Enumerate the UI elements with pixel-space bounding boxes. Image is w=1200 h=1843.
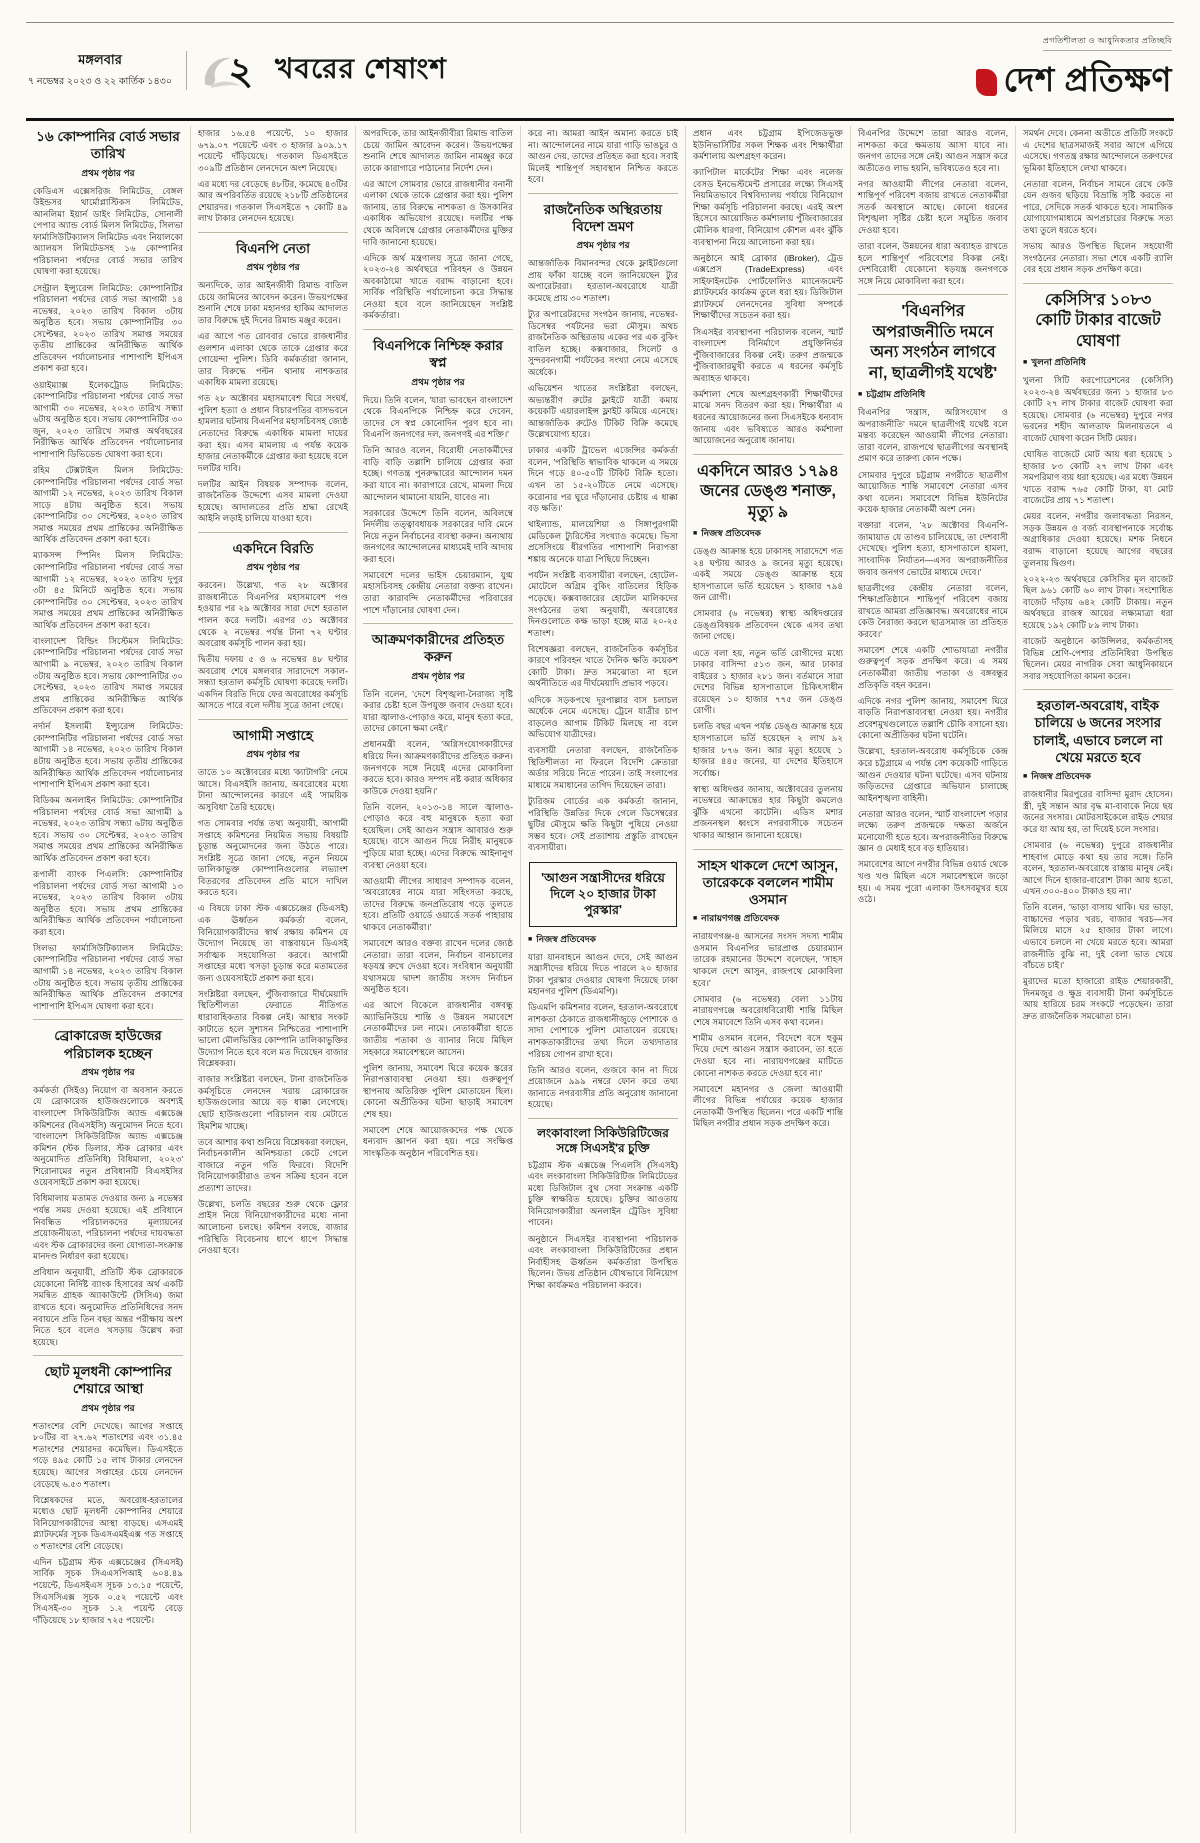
article-paragraph: সোমবার (৬ নভেম্বর) বেলা ১১টায় নারায়ণগঞ্জে অবরোধবিরোধী শান্তি মিছিল শেষে সমাবেশে তিনি এসব কথা বলেন। — [693, 993, 843, 1027]
article-paragraph: তারা বলেন, উন্নয়নের ধারা অব্যাহত রাখতে হলে শান্তিপূর্ণ পরিবেশের বিকল্প নেই। দেশবিরোধী যেকোনো ষড়যন্ত্র জনগণকে সঙ্গে নিয়ে মোকাবিলা করা হবে। — [858, 241, 1008, 286]
article-paragraph: সোমবার (৬ নভেম্বর) স্বাস্থ্য অধিদপ্তরের ডেঙ্গুবিষয়ক প্রতিবেদন থেকে এসব তথ্য জানা গেছে। — [693, 608, 843, 642]
weekday: মঙ্গলবার — [78, 51, 122, 67]
article-paragraph: মুরাদের মতো হাজারো রাইড শেয়ারকারী, দিনমজুর ও ক্ষুদ্র ব্যবসায়ী টানা কর্মসূচিতে আয় হারিয়ে চরম সংকটে পড়েছেন। তারা দ্রুত রাজনৈতিক সমঝোতা চান। — [1023, 976, 1173, 1021]
article-paragraph: আন্তর্জাতিক বিমানবন্দর থেকে ফ্লাইটগুলো প্রায় ফাঁকা যাচ্ছে বলে জানিয়েছেন ট্যুর অপারেটররা। হরতাল-অবরোধে যাত্রী কমেছে প্রায় ৩০ শতাংশ। — [528, 258, 678, 304]
article-paragraph: ডেঙ্গু আক্রান্ত হয়ে ঢাকাসহ সারাদেশে গত ২৪ ঘণ্টায় আরও ৯ জনের মৃত্যু হয়েছে। একই সময়ে ডেঙ্গু আক্রান্ত হয়ে হাসপাতালে ভর্তি হয়েছেন ১ হাজার ৭৯৪ জন রোগী। — [693, 546, 843, 603]
continued-from-front-label: প্রথম পৃষ্ঠার পর — [81, 1066, 135, 1077]
article-paragraph: ক্যাপিটাল মার্কেটের শিক্ষা এবং নলেজ বেসড ইনভেস্টমেন্ট প্রসারের লক্ষ্যে সিএসই নিয়মিতভাবে বিশ্ববিদ্যালয় পর্যায়ে বিনিয়োগ শিক্ষা কর্মসূচি পরিচালনা করছে। এরই অংশ হিসেবে আয়োজিত কর্মশালায় পুঁজিবাজারের মৌলিক ধারণা, বিনিয়োগ কৌশল এবং ঝুঁকি ব্যবস্থাপনা নিয়ে আলোচনা করা হয়। — [693, 167, 843, 247]
article-paragraph: বাংলাদেশ বিল্ডিং সিস্টেমস লিমিটেড: কোম্পানিটির পরিচালনা পর্ষদের বোর্ড সভা আগামী ৯ নভেম্বর, ২০২৩ তারিখ বিকাল ৩টায় অনুষ্ঠিত হবে। সভায় কোম্পানিটির ৩০ সেপ্টেম্বর, ২০২৩ তারিখ সমাপ্ত সময়ের প্রথম প্রান্তিকের অনিরীক্ষিত আর্থিক প্রতিবেদন প্রকাশ করা হবে। — [33, 635, 183, 716]
article-paragraph: রাজধানীর মিরপুরের বাসিন্দা মুরাদ হোসেন। স্ত্রী, দুই সন্তান আর বৃদ্ধ মা-বাবাকে নিয়ে ছয় জনের সংসার। মোটরসাইকেলে রাইড শেয়ার করে যা আয় হয়, তা দিয়েই চলে সংসার। — [1023, 789, 1173, 834]
newspaper-name: দেশ প্রতিক্ষণ — [1003, 61, 1172, 98]
article-divider — [198, 232, 348, 233]
article-paragraph: গত সোমবার পর্যন্ত তথ্য অনুযায়ী, আগামী সপ্তাহে কমিশনের নিয়মিত সভায় বিষয়টি চূড়ান্ত অনুমোদনের জন্য উঠতে পারে। সংশ্লিষ্ট সূত্রে জানা গেছে, নতুন নিয়মে তালিকাভুক্ত কোম্পানিগুলোর লভ্যাংশ বিতরণের প্রতিবেদন প্রতি মাসে দাখিল করতে হবে। — [198, 817, 348, 898]
brand-tagline: প্রগতিশীলতা ও আধুনিকতার প্রতিচ্ছবি — [1043, 35, 1172, 51]
article-paragraph: পুলিশ জানায়, সমাবেশ ঘিরে কয়েক স্তরের নিরাপত্তাব্যবস্থা নেওয়া হয়। গুরুত্বপূর্ণ স্থাপনায় অতিরিক্ত পুলিশ মোতায়েন ছিল। কোনো অপ্রীতিকর ঘটনা ছাড়াই সমাবেশ শেষ হয়। — [363, 1062, 513, 1119]
article-paragraph: আওয়ামী লীগের সাধারণ সম্পাদক বলেন, 'অবরোধের নামে যারা সহিংসতা করছে, তাদের বিরুদ্ধে জনপ্রতিরোধ গড়ে তুলতে হবে। প্রতিটি ওয়ার্ডে ওয়ার্ডে সতর্ক পাহারায় থাকবে নেতাকর্মীরা।' — [363, 875, 513, 932]
continued-from-front-label: প্রথম পৃষ্ঠার পর — [81, 167, 135, 178]
continued-from-front-label: প্রথম পৃষ্ঠার পর — [246, 262, 300, 273]
article-paragraph: বিধিমালায় মতামত দেওয়ার জন্য ৯ নভেম্বর পর্যন্ত সময় দেওয়া হয়েছে। এই প্রবিধানে নিবন্ধিত পরিচালকদের মূল্যায়নের প্রয়োজনীয়তা, পরিচালনা পর্ষদের দায়বদ্ধতা এবং স্টক ব্রোকারদের জন্য যোগ্যতা-সংক্রান্ত মানদণ্ড নির্ধারণ করা হয়েছে। — [33, 1193, 183, 1262]
continued-from-front-label: প্রথম পৃষ্ঠার পর — [576, 240, 630, 251]
byline — [1023, 355, 1173, 370]
article-paragraph: রূপালী ব্যাংক পিএলসি: কোম্পানিটির পরিচালনা পর্ষদের বোর্ড সভা আগামী ১৩ নভেম্বর, ২০২৩ তারিখ বিকাল ৩টায় অনুষ্ঠিত হবে। সভায় প্রথম প্রান্তিকের অনিরীক্ষিত আর্থিক প্রতিবেদন পর্যালোচনা করা হবে। — [33, 869, 183, 937]
news-column-2 — [191, 126, 356, 1833]
article-paragraph: বিএনপির 'সন্ত্রাস, অগ্নিসংযোগ ও অপরাজনীতি' দমনে ছাত্রলীগই যথেষ্ট বলে মন্তব্য করেছেন আওয়ামী লীগের নেতারা। তারা বলেন, রাজপথে ছাত্রলীগের অবস্থানই প্রমাণ করে তারুণ্য কোন পক্ষে। — [858, 407, 1008, 464]
article-paragraph: সংশ্লিষ্টরা বলছেন, পুঁজিবাজারে দীর্ঘমেয়াদি স্থিতিশীলতা ফেরাতে নীতিগত ধারাবাহিকতার বিকল্প নেই। আস্থার সংকট কাটাতে হলে সুশাসন নিশ্চিতের পাশাপাশি ভালো মৌলভিত্তির কোম্পানি তালিকাভুক্তির উদ্যোগ নিতে হবে বলে মত দিয়েছেন বাজার বিশ্লেষকরা। — [198, 988, 348, 1069]
byline-marker-icon: ■ — [693, 915, 698, 923]
article-paragraph: প্রবিধান অনুযায়ী, প্রতিটি স্টক ব্রোকারকে যেকোনো নির্দিষ্ট ব্যাংক হিসাবের অর্থ একটি সমন্বিত গ্রাহক অ্যাকাউন্টে (সিসিএ) জমা রাখতে হবে। অনুমোদিত প্রতিনিধিদের সনদ নবায়নে প্রতি তিন বছর অন্তর পরীক্ষায় অংশ নিতে হবে বলেও খসড়ায় উল্লেখ করা হয়েছে। — [33, 1267, 183, 1347]
article-paragraph: চলতি বছর এখন পর্যন্ত ডেঙ্গু আক্রান্ত হয়ে হাসপাতালে ভর্তি হয়েছেন ২ লাখ ৯২ হাজার ৮৭৬ জন। আর মৃত্যু হয়েছে ১ হাজার ৪৪৫ জনের, যা দেশের ইতিহাসে সর্বোচ্চ। — [693, 721, 843, 778]
article-divider — [528, 193, 678, 194]
article-paragraph: সমাবেশে আরও বক্তব্য রাখেন দলের জ্যেষ্ঠ নেতারা। তারা বলেন, নির্বাচন বানচালের ষড়যন্ত্র রুখে দেওয়া হবে। সংবিধান অনুযায়ী যথাসময়ে দ্বাদশ জাতীয় সংসদ নির্বাচন অনুষ্ঠিত হবে। — [363, 937, 513, 995]
article-paragraph: উল্লেখ্য, হরতাল-অবরোধ কর্মসূচিকে কেন্দ্র করে চট্টগ্রামে এ পর্যন্ত বেশ কয়েকটি গাড়িতে আগুন দেওয়ার ঘটনা ঘটেছে। এসব ঘটনায় জড়িতদের গ্রেপ্তারে অভিযান চালাচ্ছে আইনশৃঙ্খলা বাহিনী। — [858, 746, 1008, 803]
article-paragraph: সমাবেশ শেষে আয়োজকদের পক্ষ থেকে ধন্যবাদ জ্ঞাপন করা হয়। পরে সংক্ষিপ্ত সাংস্কৃতিক অনুষ্ঠান পরিবেশিত হয়। — [363, 1124, 513, 1158]
article-headline: 'বিএনপির অপরাজনীতি দমনে অন্য সংগঠন লাগবে না, ছাত্রলীগই যথেষ্ট' — [868, 303, 998, 382]
article-divider — [363, 329, 513, 330]
article-paragraph: এভিয়েশন খাতের সংশ্লিষ্টরা বলছেন, অভ্যন্তরীণ রুটের ফ্লাইটে যাত্রী কমায় কয়েকটি এয়ারলাইন্স ফ্লাইট কমিয়ে এনেছে। আন্তর্জাতিক রুটেও টিকিট বিক্রি কমেছে উল্লেখযোগ্য হারে। — [528, 382, 678, 440]
article-divider — [693, 849, 843, 850]
news-column-6 — [851, 126, 1016, 1833]
article-paragraph: নেতারা আরও বলেন, স্মার্ট বাংলাদেশ গড়ার লক্ষ্যে তরুণ প্রজন্মকে দক্ষতা অর্জনে মনোযোগী হতে হবে। অপরাজনীতির বিরুদ্ধে জ্ঞান ও মেধাই হবে বড় হাতিয়ার। — [858, 808, 1008, 854]
article-paragraph: তিনি বলেন, ২০১৩-১৪ সালে জ্বালাও-পোড়াও করে বহু মানুষকে হত্যা করা হয়েছিল। সেই আগুন সন্ত্রাস আবারও শুরু হয়েছে। বাসে আগুন দিয়ে নিরীহ মানুষকে পুড়িয়ে মারা হচ্ছে। এদের বিরুদ্ধে আইনানুগ ব্যবস্থা নেওয়া হবে। — [363, 801, 513, 870]
article-columns — [26, 126, 1174, 1833]
article-paragraph: সিএসইর ব্যবস্থাপনা পরিচালক বলেন, স্মার্ট বাংলাদেশ বিনির্মাণে প্রযুক্তিনির্ভর পুঁজিবাজারের বিকল্প নেই। তরুণ প্রজন্মকে পুঁজিবাজারমুখী করতে এ ধরনের কর্মসূচি অব্যাহত থাকবে। — [693, 326, 843, 383]
brand-logo-icon — [976, 69, 997, 96]
article-paragraph: এর মধ্যে দর বেড়েছে ৪৮টির, কমেছে ৪৩টির আর অপরিবর্তিত রয়েছে ২১৮টি প্রতিষ্ঠানের শেয়ারদর। গতকাল সিএসইতে ৭ কোটি ৪৯ লাখ টাকার লেনদেন হয়েছে। — [198, 178, 348, 224]
article-divider — [198, 532, 348, 533]
continued-from-front-label: প্রথম পৃষ্ঠার পর — [246, 749, 300, 760]
article-headline: কেসিসি'র ১০৮৩ কোটি টাকার বাজেট ঘোষণা — [1035, 291, 1161, 350]
article-paragraph: শামীম ওসমান বলেন, 'বিদেশে বসে হুকুম দিয়ে দেশে আগুন সন্ত্রাস করাবেন, তা হতে দেওয়া হবে না। নারায়ণগঞ্জের মাটিতে কোনো নাশকত করতে দেওয়া হবে না।' — [693, 1032, 843, 1078]
article-headline: বিএনপি নেতা — [235, 241, 311, 256]
article-paragraph: বিশ্লেষকদের মতে, অবরোধ-হরতালের মধ্যেও ছোট মূলধনী কোম্পানির শেয়ারে বিনিয়োগকারীদের আস্থা বাড়ছে। এসএমই প্ল্যাটফর্মের সূচক ডিএসএমইএক্স গত সপ্তাহে ৩ শতাংশের বেশি বেড়েছে। — [33, 1494, 183, 1551]
continued-from-front-label: প্রথম পৃষ্ঠার পর — [411, 376, 465, 387]
byline-text: নিজস্ব প্রতিবেদক — [1031, 771, 1091, 782]
page-number-ornament — [201, 46, 257, 94]
byline-marker-icon: ■ — [693, 530, 698, 538]
article-paragraph: বিশেষজ্ঞরা বলছেন, রাজনৈতিক কর্মসূচির কারণে পরিবহন খাতে দৈনিক ক্ষতি কয়েকশ কোটি টাকা। দ্রুত সমঝোতা না হলে অর্থনীতিতে এর দীর্ঘমেয়াদি প্রভাব পড়বে। — [528, 643, 678, 689]
article-paragraph: সমাবেশ শেষে একটি শোভাযাত্রা নগরীর গুরুত্বপূর্ণ সড়ক প্রদক্ষিণ করে। এ সময় নেতাকর্মীরা জাতীয় পতাকা ও বঙ্গবন্ধুর প্রতিকৃতি বহন করেন। — [858, 644, 1008, 690]
news-column-5 — [686, 126, 851, 1833]
article-paragraph: এর আগে গত রোববার ভোরে রাজধানীর গুলশান এলাকা থেকে তাকে গ্রেপ্তার করে গোয়েন্দা পুলিশ। ডিবি কর্মকর্তারা জানান, তার বিরুদ্ধে পল্টন থানায় নাশকতার একাধিক মামলা রয়েছে। — [198, 331, 348, 388]
masthead — [26, 22, 1174, 115]
article-paragraph: রহিম টেক্সটাইল মিলস লিমিটেড: কোম্পানিটির পরিচালনা পর্ষদের বোর্ড সভা আগামী ১২ নভেম্বর, ২০২৩ তারিখ বিকাল সাড়ে ৪টায় অনুষ্ঠিত হবে। সভায় কোম্পানিটির ৩০ সেপ্টেম্বর, ২০২৩ তারিখ সমাপ্ত সময়ের প্রথম প্রান্তিকের অনিরীক্ষিত আর্থিক প্রতিবেদন প্রকাশ করা হবে। — [33, 464, 183, 545]
article-paragraph: সমাবেশে মহানগর ও জেলা আওয়ামী লীগের বিভিন্ন পর্যায়ের কয়েক হাজার নেতাকর্মী উপস্থিত ছিলেন। পরে একটি শান্তি মিছিল নগরীর প্রধান সড়ক প্রদক্ষিণ করে। — [693, 1083, 843, 1129]
article-paragraph: বাজেট অনুষ্ঠানে কাউন্সিলর, কর্মকর্তাসহ বিভিন্ন শ্রেণি-পেশার প্রতিনিধিরা উপস্থিত ছিলেন। মেয়র নাগরিক সেবা আধুনিকায়নে সবার সহযোগিতা কামনা করেন। — [1023, 635, 1173, 681]
article-paragraph: এদিকে নগর পুলিশ জানায়, সমাবেশ ঘিরে বাড়তি নিরাপত্তাব্যবস্থা নেওয়া হয়। নগরীর প্রবেশমুখগুলোতে তল্লাশি চৌকি বসানো হয়। কোনো অপ্রীতিকর ঘটনা ঘটেনি। — [858, 695, 1008, 741]
article-paragraph: থাইল্যান্ড, মালয়েশিয়া ও সিঙ্গাপুরগামী মেডিকেল ট্যুরিস্টের সংখ্যাও কমেছে। ভিসা প্রসেসিংয়ে ধীরগতির পাশাপাশি নিরাপত্তা শঙ্কায় অনেকে যাত্রা পিছিয়ে দিচ্ছেন। — [528, 519, 678, 564]
article-paragraph: হাজার ১৬.৫৪ পয়েন্টে, ১০ হাজার ৬৭৯.০৭ পয়েন্টে এবং ৩ হাজার ৯০৯.১৭ পয়েন্টে দাঁড়িয়েছে। গতকাল ডিএসইতে ৩০৯টি প্রতিষ্ঠান লেনদেনে অংশ নিয়েছে। — [198, 128, 348, 173]
article-paragraph: ট্যুরিজম বোর্ডের এক কর্মকর্তা জানান, পরিস্থিতি উন্নতির দিকে গেলে ডিসেম্বরের ছুটির মৌসুমে ক্ষতি কিছুটা পুষিয়ে নেওয়া সম্ভব হবে। সেই প্রত্যাশায় প্রস্তুতি রাখছেন ব্যবসায়ীরা। — [528, 796, 678, 853]
news-column-4 — [521, 126, 686, 1833]
issue-date: ৭ নভেম্বর ২০২৩ ও ২২ কার্তিক ১৪৩০ — [28, 75, 173, 87]
article-paragraph: সমাবেশের আগে নগরীর বিভিন্ন ওয়ার্ড থেকে খণ্ড খণ্ড মিছিল এসে সমাবেশস্থলে জড়ো হয়। এ সময় পুরো এলাকা উৎসবমুখর হয়ে ওঠে। — [858, 859, 1008, 905]
article-divider — [1023, 689, 1173, 690]
byline — [1023, 769, 1173, 784]
article-paragraph: বাজার সংশ্লিষ্টরা বলছেন, টানা রাজনৈতিক কর্মসূচিতে লেনদেন খরায় ব্রোকারেজ হাউজগুলোর আয়ে বড় ধাক্কা লেগেছে। ছোট হাউজগুলো পরিচালন ব্যয় মেটাতে হিমশিম খাচ্ছে। — [198, 1074, 348, 1131]
article-paragraph: কর্মকর্তা (সিইও) নিয়োগ বা অবসান করতে যে ব্রোকারেজ হাউজগুলোকে অবশ্যই বাংলাদেশ সিকিউরিটিজ অ্যান্ড এক্সচেঞ্জ কমিশনের (বিএসইসি) অনুমোদন নিতে হবে। 'বাংলাদেশ সিকিউরিটিজ অ্যান্ড এক্সচেঞ্জ কমিশন (স্টক ডিলার, স্টক ব্রোকার এবং অনুমোদিত প্রতিনিধি) বিধিমালা, ২০২৩' শিরোনামের নতুন প্রবিধানটি বিএসইসির ওয়েবসাইটে প্রকাশ করা হয়েছে। — [33, 1084, 183, 1188]
news-column-7 — [1016, 126, 1174, 1833]
article-paragraph: এদিকে অর্থ মন্ত্রণালয় সূত্রে জানা গেছে, ২০২৩-২৪ অর্থবছরে পরিবহন ও উন্নয়ন অবকাঠামো খাতে বরাদ্দ বাড়ানো হবে। সার্বিক পরিস্থিতি পর্যালোচনা করে সিদ্ধান্ত নেওয়া হবে বলে জানিয়েছেন সংশ্লিষ্ট কর্মকর্তারা। — [363, 252, 513, 321]
continued-from-front-label: প্রথম পৃষ্ঠার পর — [81, 1402, 135, 1413]
article-headline: ছোট মূলধনী কোম্পানির শেয়ারে আস্থা — [44, 1364, 172, 1397]
article-divider — [198, 719, 348, 720]
article-paragraph: ডিএমপি কমিশনার বলেন, হরতাল-অবরোধে নাশকতা ঠেকাতে রাজধানীজুড়ে পোশাকে ও সাদা পোশাকে পুলিশ মোতায়েন রয়েছে। নাশকতাকারীদের তথ্য দিলে তথ্যদাতার পরিচয় গোপন রাখা হবে। — [528, 1002, 678, 1059]
byline — [693, 526, 843, 541]
article-paragraph: এর আগে সোমবার ভোরে রাজধানীর বনানী এলাকা থেকে তাকে গ্রেপ্তার করা হয়। পুলিশ জানায়, তার বিরুদ্ধে নাশকতা ও উসকানির একাধিক অভিযোগ রয়েছে। দলটির পক্ষ থেকে অবিলম্বে গ্রেপ্তার নেতাকর্মীদের মুক্তির দাবি জানানো হয়েছে। — [363, 178, 513, 247]
article-paragraph: এ বিষয়ে ঢাকা স্টক এক্সচেঞ্জের (ডিএসই) এক ঊর্ধ্বতন কর্মকর্তা বলেন, বিনিয়োগকারীদের স্বার্থ রক্ষায় কমিশন যে উদ্যোগ নিয়েছে তা বাস্তবায়নে ডিএসই সর্বাত্মক সহযোগিতা করবে। আগামী সপ্তাহের মধ্যে খসড়া চূড়ান্ত করে মতামতের জন্য ওয়েবসাইটে প্রকাশ করা হবে। — [198, 903, 348, 983]
article-paragraph: এদিন চট্টগ্রাম স্টক এক্সচেঞ্জের (সিএসই) সার্বিক সূচক সিএএসপিআই ৬০৪.৪৯ পয়েন্টে, ডিএসইএস সূচক ১৩.১৫ পয়েন্টে, সিএসসিএক্স সূচক ০.৫২ পয়েন্টে এবং সিএসই-৩০ সূচক ১.২ পয়েন্ট বেড়ে দাঁড়িয়েছে ১৮ হাজার ৭২৫ পয়েন্টে। — [33, 1556, 183, 1625]
article-paragraph: নগর আওয়ামী লীগের নেতারা বলেন, শান্তিপূর্ণ পরিবেশ বজায় রাখতে নেতাকর্মীরা সতর্ক অবস্থানে আছে। কোনো ধরনের বিশৃঙ্খলা সৃষ্টির চেষ্টা হলে সমুচিত জবাব দেওয়া হবে। — [858, 178, 1008, 235]
byline-text: নিজস্ব প্রতিবেদক — [701, 528, 761, 539]
article-headline: হরতাল-অবরোধ, বাইক চালিয়ে ৬ জনের সংসার চালাই, এভাবে চললে না খেয়ে মরতে হবে — [1033, 698, 1163, 766]
article-paragraph: কেডিএস এক্সেসরিজ লিমিটেড, বেঙ্গল উইন্ডসর থার্মোপ্লাস্টিকস লিমিটেড, আনলিমা ইয়ার্ন ডাইং লিমিটেড, সোনালী পেপার অ্যান্ড বোর্ড মিলস লিমিটেড, সিলভা ফার্মাসিউটিক্যালস লিমিটেড এবং নিয়ালকো অ্যালয়স লিমিটেডসহ ১৬ কোম্পানির পরিচালনা পর্ষদের বোর্ড সভার তারিখ ঘোষণা করা হয়েছে। — [33, 185, 183, 277]
article-paragraph: সভায় আরও উপস্থিত ছিলেন সহযোগী সংগঠনের নেতারা। সভা শেষে একটি র‍্যালি বের হয়ে প্রধান সড়ক প্রদক্ষিণ করে। — [1023, 241, 1173, 275]
article-paragraph: ঢাকার একটি ট্রাভেল এজেন্সির কর্মকর্তা বলেন, 'পরিস্থিতি স্বাভাবিক থাকলে এ সময়ে দিনে গড়ে ৪০-৫০টি টিকিট বিক্রি হতো। এখন তা ১৫-২০টিতে নেমে এসেছে। করোনার পর ঘুরে দাঁড়ানোর চেষ্টায় এ ধাক্কা বড় ক্ষতি।' — [528, 445, 678, 514]
article-paragraph: বক্তারা বলেন, '২৮ অক্টোবর বিএনপি-জামায়াত যে তাণ্ডব চালিয়েছে, তা দেশবাসী দেখেছে। পুলিশ হত্যা, হাসপাতালে হামলা, সাংবাদিক নির্যাতন—এসব অপরাজনীতির জবাব জনগণ ভোটের মাধ্যমে দেবে।' — [858, 520, 1008, 577]
article-paragraph: দলটির আইন বিষয়ক সম্পাদক বলেন, রাজনৈতিক উদ্দেশ্যে এসব মামলা দেওয়া হয়েছে। আদালতের প্রতি শ্রদ্ধা রেখেই আইনি লড়াই চালিয়ে যাওয়া হবে। — [198, 478, 348, 524]
article-paragraph: তিনি বলেন, 'ভাড়া বাসায় থাকি। ঘর ভাড়া, বাচ্চাদের পড়ার খরচ, বাজার খরচ—সব মিলিয়ে মাসে ২৫ হাজার টাকা লাগে। এভাবে চললে না খেয়ে মরতে হবে। আমরা রাজনীতি বুঝি না, দুই বেলা ভাত খেয়ে বাঁচতে চাই।' — [1023, 902, 1173, 971]
article-divider — [528, 1118, 678, 1119]
article-paragraph: তিনি বলেন, 'দেশে বিশৃঙ্খলা-নৈরাজ্য সৃষ্টি করার চেষ্টা হলে উপযুক্ত জবাব দেওয়া হবে। যারা জ্বালাও-পোড়াও করে, মানুষ হত্যা করে, তাদের কোনো ক্ষমা নেই।' — [363, 688, 513, 734]
article-headline: রাজনৈতিক অস্থিরতায় বিদেশ ভ্রমণ — [543, 201, 663, 235]
article-paragraph: ঘোষিত বাজেটে মোট আয় ধরা হয়েছে ১ হাজার ৮৩ কোটি ২৭ লাখ টাকা এবং সমপরিমাণ ব্যয় ধরা হয়েছে। এর মধ্যে উন্নয়ন খাতে বরাদ্দ ৭৬৫ কোটি টাকা, যা মোট বাজেটের প্রায় ৭১ শতাংশ। — [1023, 449, 1173, 506]
article-paragraph: সমাবেশে দলের ভাইস চেয়ারম্যান, যুগ্ম মহাসচিবসহ কেন্দ্রীয় নেতারা বক্তব্য রাখেন। তারা কারাবন্দি নেতাকর্মীদের পরিবারের পাশে দাঁড়ানোর ঘোষণা দেন। — [363, 569, 513, 615]
article-paragraph: তিনি আরও বলেন, বিরোধী নেতাকর্মীদের বাড়ি বাড়ি তল্লাশি চালিয়ে গ্রেপ্তার করা হচ্ছে। গণতন্ত্র পুনরুদ্ধারের আন্দোলন দমন করা যাবে না। কারাগারে রেখে, মামলা দিয়ে আন্দোলন থামানো যায়নি, যাবেও না। — [363, 445, 513, 502]
article-headline: ১৬ কোম্পানির বোর্ড সভার তারিখ — [36, 129, 180, 162]
article-paragraph: যারা যানবাহনে আগুন দেবে, সেই আগুন সন্ত্রাসীদের ধরিয়ে দিতে পারলে ২০ হাজার টাকা পুরস্কার দেওয়ার ঘোষণা দিয়েছে ঢাকা মহানগর পুলিশ (ডিএমপি)। — [528, 951, 678, 997]
byline — [528, 932, 678, 947]
article-paragraph: শতাংশের বেশি দেখেছে। আগের সপ্তাহে ৮০টির বা ২৭.৬২ শতাংশের এবং ৩১.৪৫ শতাংশের শেয়ারদর কমেছিল। ডিএসইতে গড়ে ৪৯৫ কোটি ১৫ লাখ টাকার লেনদেন হয়েছে। আগের সপ্তাহের চেয়ে লেনদেন বেড়েছে ৬.৫৩ শতাংশ। — [33, 1420, 183, 1489]
article-divider — [33, 1019, 183, 1020]
article-paragraph: ম্যাকসন্স স্পিনিং মিলস লিমিটেড: কোম্পানিটির পরিচালনা পর্ষদের বোর্ড সভা আগামী ১২ নভেম্বর, ২০২৩ তারিখ দুপুর ৩টা ৪৫ মিনিটে অনুষ্ঠিত হবে। সভায় কোম্পানিটির ৩০ সেপ্টেম্বর, ২০২৩ তারিখ সমাপ্ত সময়ের প্রথম প্রান্তিকের অনিরীক্ষিত আর্থিক প্রতিবেদন প্রকাশ করা হবে। — [33, 550, 183, 630]
article-paragraph: এর আগে বিকেলে রাজধানীর বঙ্গবন্ধু অ্যাভিনিউয়ে শান্তি ও উন্নয়ন সমাবেশে নেতাকর্মীদের ঢল নামে। নেতাকর্মীরা হাতে জাতীয় পতাকা ও ব্যানার নিয়ে মিছিল সহকারে সমাবেশস্থলে আসেন। — [363, 1000, 513, 1057]
article-paragraph: ব্যবসায়ী নেতারা বলছেন, রাজনৈতিক স্থিতিশীলতা না ফিরলে বিদেশি ক্রেতারা অর্ডার সরিয়ে নিতে পারেন। তাই সংলাপের মাধ্যমে সমাধানের তাগিদ দিয়েছেন তারা। — [528, 745, 678, 790]
article-paragraph: সিলভা ফার্মাসিউটিক্যালস লিমিটেড: কোম্পানিটির পরিচালনা পর্ষদের বোর্ড সভা আগামী ১৪ নভেম্বর, ২০২৩ তারিখ বিকাল ৩টায় অনুষ্ঠিত হবে। সভায় তৃতীয় প্রান্তিকের অনিরীক্ষিত আর্থিক প্রতিবেদন প্রকাশের পাশাপাশি ইপিএস ঘোষণা করা হবে। — [33, 942, 183, 1011]
article-paragraph: প্রধান এবং চট্টগ্রাম ইপিজেডভুক্ত ইউনিভার্সিটির সকল শিক্ষক এবং শিক্ষার্থীরা কর্মশালায় অংশগ্রহণ করেন। — [693, 128, 843, 162]
continued-from-front-label: প্রথম পৃষ্ঠার পর — [411, 670, 465, 681]
article-paragraph: সোমবার দুপুরে চট্টগ্রাম নগরীতে ছাত্রলীগ আয়োজিত শান্তি সমাবেশে নেতারা এসব কথা বলেন। সমাবেশে বিভিন্ন ইউনিটের কয়েক হাজার নেতাকর্মী অংশ নেন। — [858, 469, 1008, 515]
article-paragraph: এতে বলা হয়, নতুন ভর্তি রোগীদের মধ্যে ঢাকার বাসিন্দা ৫১৩ জন, আর ঢাকার বাইরের ১ হাজার ২৮১ জন। বর্তমানে সারা দেশের বিভিন্ন হাসপাতালে চিকিৎসাধীন রয়েছেন ১০ হাজার ৭৭৫ জন ডেঙ্গু রোগী। — [693, 647, 843, 716]
article-paragraph: বিএনপির উদ্দেশে তারা আরও বলেন, নাশকতা করে ক্ষমতায় আসা যাবে না। জনগণ তাদের সঙ্গে নেই। আগুন সন্ত্রাস করে অতীতেও লাভ হয়নি, ভবিষ্যতেও হবে না। — [858, 128, 1008, 173]
byline — [693, 911, 843, 926]
article-paragraph: ২০২২-২৩ অর্থবছরে কেসিসির মূল বাজেট ছিল ৯৬১ কোটি ৬০ লাখ টাকা। সংশোধিত বাজেট দাঁড়ায় ৬৪২ কোটি টাকায়। নতুন অর্থবছরে রাজস্ব আয়ের লক্ষ্যমাত্রা ধরা হয়েছে ১৯২ কোটি ৮৯ লাখ টাকা। — [1023, 573, 1173, 630]
date-block — [28, 51, 187, 90]
article-headline: আক্রমণকারীদের প্রতিহত করুন — [371, 632, 505, 665]
article-paragraph: স্বাস্থ্য অধিদপ্তর জানায়, অক্টোবরের তুলনায় নভেম্বরে আক্রান্তের হার কিছুটা কমলেও ঝুঁকি এখনো কাটেনি। এডিস মশার প্রজননস্থল ধ্বংসে নগরবাসীকে সচেতন থাকার আহ্বান জানানো হয়েছে। — [693, 783, 843, 840]
article-divider — [693, 454, 843, 455]
article-paragraph: অন্যদিকে, তার আইনজীবী রিমান্ড বাতিল চেয়ে জামিনের আবেদন করেন। উভয়পক্ষের শুনানি শেষে ঢাকা মহানগর হাকিম আদালত তার বিরুদ্ধে দুই দিনের রিমান্ড মঞ্জুর করেন। — [198, 280, 348, 325]
article-paragraph: পর্যটন সংশ্লিষ্ট ব্যবসায়ীরা বলছেন, হোটেল-মোটেলে অগ্রিম বুকিং বাতিলের হিড়িক পড়েছে। কক্সবাজারের হোটেল মালিকদের সংগঠনের তথ্য অনুযায়ী, অবরোধের দিনগুলোতে কক্ষ ভাড়া হচ্ছে মাত্র ২০-২৫ শতাংশ। — [528, 569, 678, 638]
article-paragraph: মেয়র বলেন, নগরীর জলাবদ্ধতা নিরসন, সড়ক উন্নয়ন ও বর্জ্য ব্যবস্থাপনাকে সর্বোচ্চ অগ্রাধিকার দেওয়া হয়েছে। মশক নিধনে বরাদ্দ বাড়ানো হয়েছে আগের বছরের তুলনায় দ্বিগুণ। — [1023, 511, 1173, 568]
byline-marker-icon: ■ — [1023, 359, 1028, 367]
news-column-1 — [26, 126, 191, 1833]
article-paragraph: সরকারের উদ্দেশে তিনি বলেন, অবিলম্বে নির্দলীয় তত্ত্বাবধায়ক সরকারের দাবি মেনে নিয়ে নতুন নির্বাচনের ব্যবস্থা করুন। অন্যথায় জনগণের আন্দোলনের মাধ্যমেই দাবি আদায় করা হবে। — [363, 507, 513, 564]
byline-text: নিজস্ব প্রতিবেদক — [536, 933, 596, 944]
byline-text: চট্টগ্রাম প্রতিনিধি — [866, 389, 926, 400]
article-headline: একদিনে আরও ১৭৯৪ জনের ডেঙ্গু শনাক্ত, মৃত্যু ৯ — [696, 462, 839, 521]
news-column-3 — [356, 126, 521, 1833]
article-headline: সাহস থাকলে দেশে আসুন, তারেককে বললেন শামীম ওসমান — [697, 857, 839, 908]
article-paragraph: কর্মশালা শেষে অংশগ্রহণকারী শিক্ষার্থীদের মাঝে সনদ বিতরণ করা হয়। শিক্ষার্থীরা এ ধরনের আয়োজনের জন্য সিএসইকে ধন্যবাদ জানায় এবং ভবিষ্যতে আরও কর্মশালা আয়োজনের অনুরোধ জানায়। — [693, 388, 843, 446]
article-paragraph: ছাত্রলীগের কেন্দ্রীয় নেতারা বলেন, 'শিক্ষাপ্রতিষ্ঠানে শান্তিপূর্ণ পরিবেশ বজায় রাখতে আমরা প্রতিজ্ঞাবদ্ধ। অবরোধের নামে কেউ নৈরাজ্য করলে ছাত্রসমাজ তা প্রতিহত করবে।' — [858, 582, 1008, 639]
article-paragraph: নেতারা বলেন, নির্বাচন সামনে রেখে কেউ যেন গুজব ছড়িয়ে বিভ্রান্তি সৃষ্টি করতে না পারে, সেদিকে সতর্ক থাকতে হবে। সামাজিক যোগাযোগমাধ্যমে অপপ্রচারের বিরুদ্ধে সত্য তথ্য তুলে ধরতে হবে। — [1023, 178, 1173, 235]
byline-text: নারায়ণগঞ্জ প্রতিবেদক — [701, 913, 780, 924]
byline-marker-icon: ■ — [528, 935, 533, 943]
article-paragraph: করে না। আমরা আইন অমান্য করতে চাই না। আন্দোলনের নামে যারা গাড়ি ভাঙচুর ও আগুন দেয়, তাদের প্রতিহত করা হবে। সবাই মিলেই শান্তিপূর্ণ সহাবস্থান নিশ্চিত করতে হবে। — [528, 128, 678, 185]
article-paragraph: ট্যুর অপারেটরদের সংগঠন জানায়, নভেম্বর-ডিসেম্বর পর্যটনের ভরা মৌসুম। অথচ রাজনৈতিক অস্থিরতায় একের পর এক বুকিং বাতিল হচ্ছে। কক্সবাজার, সিলেট ও সুন্দরবনগামী পর্যটকের সংখ্যা নেমে এসেছে অর্ধেকে। — [528, 309, 678, 377]
page-number: ২ — [228, 51, 254, 93]
byline-marker-icon: ■ — [858, 391, 863, 399]
article-paragraph: চট্টগ্রাম স্টক এক্সচেঞ্জ পিএলসি (সিএসই) এবং লংকাবাংলা সিকিউরিটিজ লিমিটেডের মধ্যে ডিজিটাল বুথ সেবা সংক্রান্ত একটি চুক্তি স্বাক্ষরিত হয়েছে। চুক্তির আওতায় বিনিয়োগকারীরা অনলাইন ট্রেডিং সুবিধা পাবেন। — [528, 1159, 678, 1228]
article-paragraph: উল্লেখ্য, চলতি বছরের শুরু থেকে ফ্লোর প্রাইস নিয়ে বিনিয়োগকারীদের মধ্যে নানা আলোচনা চলছে। কমিশন বলছে, বাজার পরিস্থিতি বিবেচনায় ধাপে ধাপে সিদ্ধান্ত নেওয়া হবে। — [198, 1198, 348, 1256]
newspaper-brand — [976, 30, 1172, 110]
article-paragraph: এদিকে সড়কপথে দূরপাল্লার বাস চলাচল অর্ধেকে নেমে এসেছে। ট্রেনে যাত্রীর চাপ বাড়লেও আগাম টিকিট মিলছে না বলে অভিযোগ যাত্রীদের। — [528, 694, 678, 740]
article-headline: বিএনপিকে নিশ্চিহ্ন করার স্বপ্ন — [373, 338, 503, 371]
article-divider — [858, 294, 1008, 295]
article-paragraph: দিয়ে। তিনি বলেন, 'যারা ভাবছেন বাংলাদেশ থেকে বিএনপিকে নিশ্চিহ্ন করে দেবেন, তাদের সে স্বপ্ন কোনোদিন পূরণ হবে না। বিএনপি জনগণের দল, জনগণই এর শক্তি।' — [363, 394, 513, 440]
section-title: খবরের শেষাংশ — [275, 52, 447, 84]
article-paragraph: অপরদিকে, তার আইনজীবীরা রিমান্ড বাতিল চেয়ে জামিন আবেদন করেন। উভয়পক্ষের শুনানি শেষে আদালত জামিন নামঞ্জুর করে তাকে কারাগারে পাঠানোর নির্দেশ দেন। — [363, 128, 513, 173]
article-paragraph: অনুষ্ঠানে আই ব্রোকার (iBroker), ট্রেড এক্সপ্রেস (TradeExpress) এবং সাইফাইনটেক পোর্টফোলিও ম্যানেজমেন্ট প্ল্যাটফর্মের কার্যক্রম তুলে ধরা হয়। ডিজিটাল প্ল্যাটফর্মে লেনদেনের সুবিধা সম্পর্কে শিক্ষার্থীদের সচেতন করা হয়। — [693, 252, 843, 321]
article-paragraph: অনুষ্ঠানে সিএসইর ব্যবস্থাপনা পরিচালক এবং লংকাবাংলা সিকিউরিটিজের প্রধান নির্বাহীসহ ঊর্ধ্বতন কর্মকর্তারা উপস্থিত ছিলেন। উভয় প্রতিষ্ঠান যৌথভাবে বিনিয়োগ শিক্ষা কার্যক্রমও পরিচালনা করবে। — [528, 1233, 678, 1290]
continued-from-front-label: প্রথম পৃষ্ঠার পর — [246, 562, 300, 573]
article-paragraph: তাতে ১০ অক্টোবরের মধ্যে 'ক্যাটাগরি' নেমে আসে। বিএসইসি জানায়, অবরোধের মধ্যে টানা আন্দোলনের কারণে এই 'সাময়িক অসুবিধা' তৈরি হয়েছে। — [198, 767, 348, 812]
article-paragraph: বিডিকম অনলাইন লিমিটেড: কোম্পানিটির পরিচালনা পর্ষদের বোর্ড সভা আগামী ৯ নভেম্বর, ২০২৩ তারিখ সন্ধ্যা ৬টায় অনুষ্ঠিত হবে। সভায় ৩০ সেপ্টেম্বর, ২০২৩ তারিখ সমাপ্ত সময়ের প্রথম প্রান্তিকের অনিরীক্ষিত আর্থিক প্রতিবেদন প্রকাশ করা হবে। — [33, 795, 183, 863]
article-divider — [33, 1355, 183, 1356]
article-paragraph: নর্দার্ন ইসলামী ইন্স্যুরেন্স লিমিটেড: কোম্পানিটির পরিচালনা পর্ষদের বোর্ড সভা আগামী ১৪ নভেম্বর, ২০২৩ তারিখ বিকাল ৪টায় অনুষ্ঠিত হবে। সভায় তৃতীয় প্রান্তিকের অনিরীক্ষিত আর্থিক প্রতিবেদন পর্যালোচনার পাশাপাশি ইপিএস প্রকাশ করা হবে। — [33, 721, 183, 790]
article-paragraph: করবেন। উল্লেখ্য, গত ২৮ অক্টোবর রাজধানীতে বিএনপির মহাসমাবেশ পণ্ড হওয়ার পর ২৯ অক্টোবর সারা দেশে হরতাল পালন করে দলটি। এরপর ৩১ অক্টোবর থেকে ২ নভেম্বর পর্যন্ত টানা ৭২ ঘণ্টার অবরোধ কর্মসূচি পালন করা হয়। — [198, 580, 348, 649]
article-headline: লংকাবাংলা সিকিউরিটিজের সঙ্গে সিএসই'র চুক্তি — [537, 1125, 669, 1156]
article-paragraph: ওয়াইম্যাক্স ইলেকট্রোড লিমিটেড: কোম্পানিটির পরিচালনা পর্ষদের বোর্ড সভা আগামী ৩০ নভেম্বর, ২০২৩ তারিখ সন্ধ্যা ৬টায় অনুষ্ঠিত হবে। সভায় কোম্পানিটির ৩০ জুন, ২০২৩ তারিখে সমাপ্ত অর্থবছরের নিরীক্ষিত আর্থিক প্রতিবেদন পর্যালোচনার পাশাপাশি ডিভিডেন্ড ঘোষণা করা হবে। — [33, 379, 183, 459]
article-headline: একদিনে বিরতি — [232, 541, 314, 557]
article-paragraph: তিনি আরও বলেন, গুজবে কান না দিয়ে প্রয়োজনে ৯৯৯ নম্বরে ফোন করে তথ্য জানাতে নগরবাসীর প্রতি অনুরোধ জানানো হয়েছে। — [528, 1064, 678, 1110]
article-paragraph: তবে আশার কথা শুনিয়ে বিশ্লেষকরা বলছেন, নির্বাচনকালীন অনিশ্চয়তা কেটে গেলে বাজারে নতুন গতি ফিরবে। বিদেশি বিনিয়োগকারীরাও তখন সক্রিয় হবেন বলে প্রত্যাশা তাদের। — [198, 1136, 348, 1193]
article-headline: আগামী সপ্তাহে — [232, 727, 314, 743]
article-divider — [363, 623, 513, 624]
article-paragraph: গত ২৮ অক্টোবর মহাসমাবেশ ঘিরে সংঘর্ষ, পুলিশ হত্যা ও প্রধান বিচারপতির বাসভবনে হামলার ঘটনায় বিএনপির মহাসচিবসহ জ্যেষ্ঠ নেতাদের বিরুদ্ধে একাধিক মামলা দায়ের করা হয়। এসব মামলায় এ পর্যন্ত কয়েক হাজার নেতাকর্মীকে গ্রেপ্তার করা হয়েছে বলে দলটির দাবি। — [198, 393, 348, 473]
article-paragraph: প্রধানমন্ত্রী বলেন, 'অগ্নিসংযোগকারীদের ধরিয়ে দিন। আক্রমণকারীদের প্রতিহত করুন। জনগণকে সঙ্গে নিয়েই এদের মোকাবিলা করতে হবে। কারও সম্পদ নষ্ট করার অধিকার কাউকে দেওয়া হয়নি।' — [363, 739, 513, 796]
article-paragraph: দ্বিতীয় দফায় ৫ ও ৬ নভেম্বর ৪৮ ঘণ্টার অবরোধ শেষে মঙ্গলবার সারাদেশে সকাল-সন্ধ্যা হরতাল কর্মসূচি ঘোষণা করেছে দলটি। একদিন বিরতি দিয়ে ফের অবরোধের কর্মসূচি আসতে পারে বলে দলীয় সূত্রে জানা গেছে। — [198, 654, 348, 711]
byline-marker-icon: ■ — [1023, 773, 1028, 781]
article-divider — [1023, 283, 1173, 284]
boxed-headline: 'আগুন সন্ত্রাসীদের ধরিয়ে দিলে ২০ হাজার টাকা পুরস্কার' — [529, 862, 677, 927]
byline-text: খুলনা প্রতিনিধি — [1031, 357, 1086, 368]
article-paragraph: সোমবার (৬ নভেম্বর) দুপুরে রাজধানীর শাহবাগ মোড়ে কথা হয় তার সঙ্গে। তিনি বলেন, 'হরতাল-অবরোধে রাস্তায় মানুষ নেই। আগে দিনে হাজার-বারোশ টাকা আয় হতো, এখন ৩০০-৪০০ টাকাও হয় না।' — [1023, 840, 1173, 897]
article-paragraph: খুলনা সিটি করপোরেশনের (কেসিসি) ২০২৩-২৪ অর্থবছরের জন্য ১ হাজার ৮৩ কোটি ২৭ লাখ টাকার বাজেট ঘোষণা করা হয়েছে। সোমবার (৬ নভেম্বর) দুপুরে নগর ভবনের শহীদ আলতাফ মিলনায়তনে এ বাজেট ঘোষণা করেন সিটি মেয়র। — [1023, 375, 1173, 443]
masthead-rule — [26, 118, 1174, 121]
byline — [858, 387, 1008, 402]
article-paragraph: সমর্থন দেবে। কেননা অতীতে প্রতিটি সংকটে এ দেশের ছাত্রসমাজই সবার আগে এগিয়ে এসেছে। গণতন্ত্র রক্ষার আন্দোলনে তরুণদের ভূমিকা ইতিহাসে লেখা থাকবে। — [1023, 128, 1173, 173]
article-headline: ব্রোকারেজ হাউজের পরিচালক হচ্ছেন — [54, 1028, 162, 1061]
article-paragraph: নারায়ণগঞ্জ-৪ আসনের সংসদ সদস্য শামীম ওসমান বিএনপির ভারপ্রাপ্ত চেয়ারম্যান তারেক রহমানের উদ্দেশে বলেছেন, 'সাহস থাকলে দেশে আসুন, রাজপথে মোকাবিলা হবে।' — [693, 931, 843, 988]
article-paragraph: সেন্ট্রাল ইন্স্যুরেন্স লিমিটেড: কোম্পানিটির পরিচালনা পর্ষদের বোর্ড সভা আগামী ১৪ নভেম্বর, ২০২৩ তারিখ বিকাল ৩টায় অনুষ্ঠিত হবে। সভায় কোম্পানিটির ৩০ সেপ্টেম্বর, ২০২৩ তারিখ সমাপ্ত সময়ের তৃতীয় প্রান্তিকের অনিরীক্ষিত আর্থিক প্রতিবেদন পর্যালোচনার পাশাপাশি ইপিএস প্রকাশ করা হবে। — [33, 282, 183, 374]
